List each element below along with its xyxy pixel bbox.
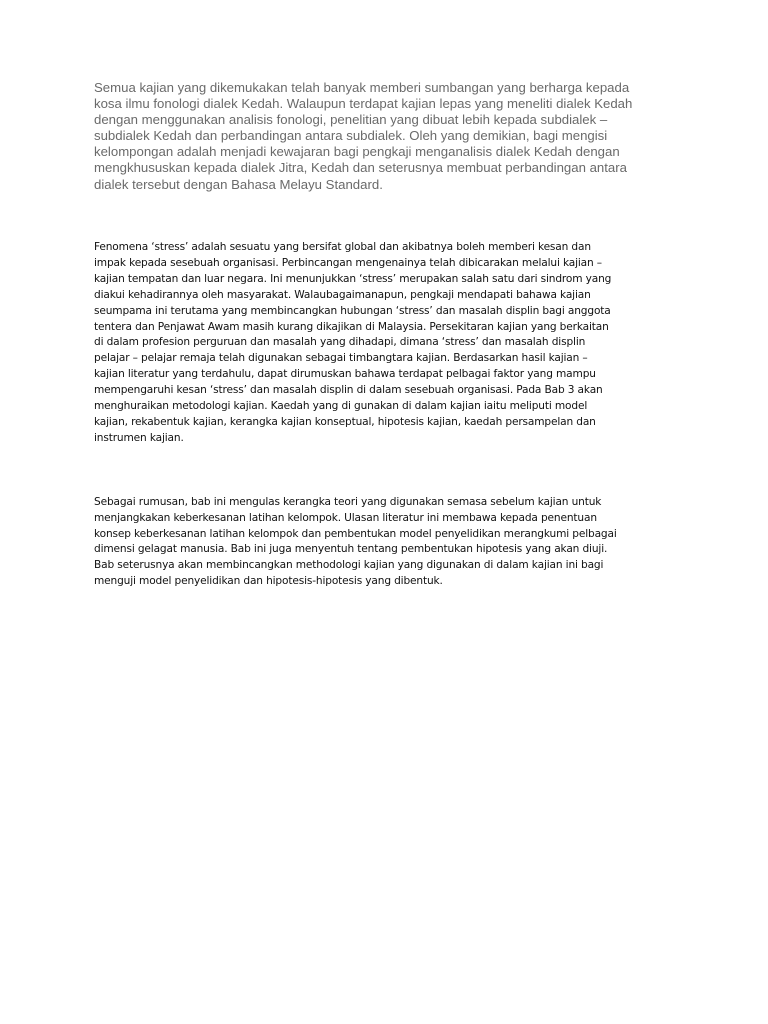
paragraph-line: konsep keberkesanan latihan kelompok dan pembentukan model penyelidikan merangkumi pelbagai [94, 527, 617, 540]
paragraph-line: menguji model penyelidikan dan hipotesis-hipotesis yang dibentuk. [94, 574, 443, 587]
paragraph-line: tentera dan Penjawat Awam masih kurang dikajikan di Malaysia. Persekitaran kajian yang berkaitan [94, 320, 609, 333]
paragraph-line: Semua kajian yang dikemukakan telah banyak memberi sumbangan yang berharga kepada [94, 80, 630, 95]
paragraph-line: impak kepada sesebuah organisasi. Perbincangan mengenainya telah dibicarakan melalui kajian – [94, 256, 602, 269]
paragraph-dialek-kedah [94, 80, 694, 193]
paragraph-line: subdialek Kedah dan perbandingan antara subdialek. Oleh yang demikian, bagi mengisi [94, 128, 608, 144]
paragraph-rumusan [94, 495, 694, 590]
paragraph-line: kajian tempatan dan luar negara. Ini menunjukkan ‘stress’ merupakan salah satu dari sindrom yang [94, 272, 612, 285]
paragraph-line: dengan menggunakan analisis fonologi, penelitian yang dibuat lebih kepada subdialek – [94, 112, 608, 128]
paragraph-line: di dalam profesion perguruan dan masalah yang dihadapi, dimana ‘stress’ dan masalah displin [94, 336, 586, 349]
paragraph-line: kajian, rekabentuk kajian, kerangka kajian konseptual, hipotesis kajian, kaedah persampelan dan [94, 415, 596, 428]
paragraph-line: pelajar – pelajar remaja telah digunakan sebagai timbangtara kajian. Berdasarkan hasil kajian – [94, 352, 588, 365]
paragraph-line: menjangkakan keberkesanan latihan kelompok. Ulasan literatur ini membawa kepada penentuan [94, 511, 597, 524]
paragraph-line: dialek tersebut dengan Bahasa Melayu Standard. [94, 176, 383, 192]
paragraph-line: Fenomena ‘stress’ adalah sesuatu yang bersifat global dan akibatnya boleh memberi kesan dan [94, 241, 591, 253]
paragraph-line: seumpama ini terutama yang membincangkan hubungan ‘stress’ dan masalah displin bagi anggota [94, 304, 611, 317]
paragraph-line: diakui kehadirannya oleh masyarakat. Walaubagaimanapun, pengkaji mendapati bahawa kajian [94, 288, 591, 301]
paragraph-line: instrumen kajian. [94, 431, 184, 444]
paragraph-line: Bab seterusnya akan membincangkan methodologi kajian yang digunakan di dalam kajian ini bagi [94, 559, 604, 572]
paragraph-line: kelompongan adalah menjadi kewajaran bagi pengkaji menganalisis dialek Kedah dengan [94, 144, 620, 160]
paragraph-line: dimensi gelagat manusia. Bab ini juga menyentuh tentang pembentukan hipotesis yang akan diuji. [94, 543, 608, 556]
paragraph-line: kajian literatur yang terdahulu, dapat dirumuskan bahawa terdapat pelbagai faktor yang mampu [94, 368, 596, 381]
paragraph-line: kosa ilmu fonologi dialek Kedah. Walaupun terdapat kajian lepas yang meneliti dialek Kedah [94, 96, 633, 112]
paragraph-line: mempengaruhi kesan ‘stress’ dan masalah displin di dalam sesebuah organisasi. Pada Bab 3 akan [94, 384, 603, 397]
paragraph-line: menghuraikan metodologi kajian. Kaedah yang di gunakan di dalam kajian iaitu meliputi model [94, 400, 588, 413]
paragraph-fenomena-stress [94, 240, 694, 447]
paragraph-line: Sebagai rumusan, bab ini mengulas kerangka teori yang digunakan semasa sebelum kajian untuk [94, 496, 602, 508]
paragraph-line: mengkhususkan kepada dialek Jitra, Kedah dan seterusnya membuat perbandingan antara [94, 160, 627, 176]
